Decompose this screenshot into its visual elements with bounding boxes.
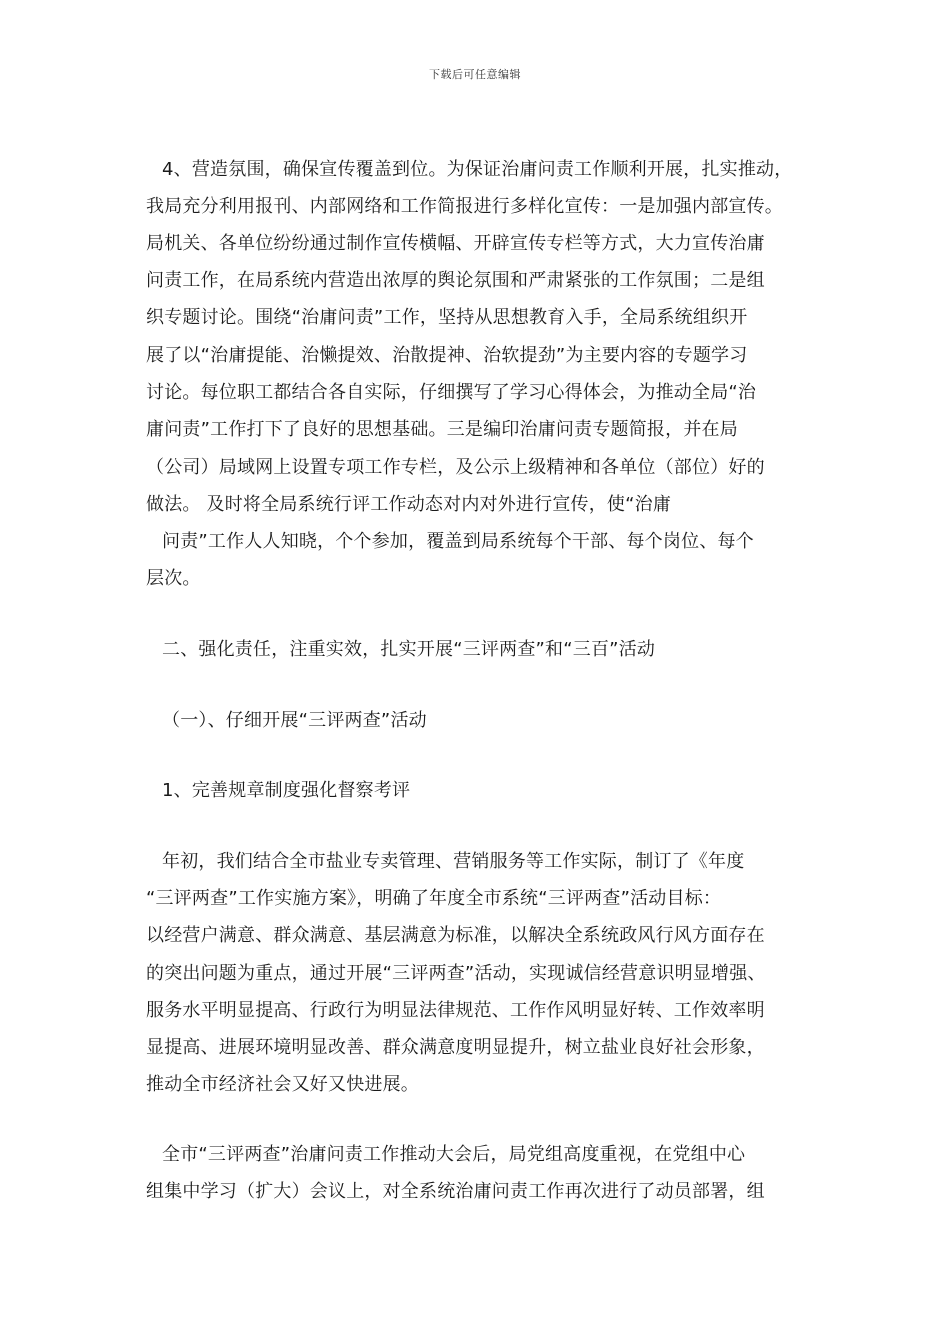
paragraph-line: 显提高、进展环境明显改善、群众满意度明显提升，树立盐业良好社会形象， [146, 1037, 765, 1058]
paragraph-line: 庸问责”工作打下了良好的思想基础。三是编印治庸问责专题简报，并在局 [146, 419, 738, 440]
paragraph-line: 问责”工作人人知晓，个个参加，覆盖到局系统每个干部、每个岗位、每个 [162, 531, 754, 552]
item-heading: 1、完善规章制度强化督察考评 [162, 780, 411, 801]
paragraph-line: 局机关、各单位纷纷通过制作宣传横幅、开辟宣传专栏等方式，大力宣传治庸 [146, 233, 765, 254]
paragraph-line: 讨论。每位职工都结合各自实际，仔细撰写了学习心得体会，为推动全局“治 [146, 382, 757, 403]
section-heading: 二、强化责任，注重实效，扎实开展“三评两查”和“三百”活动 [162, 639, 656, 660]
paragraph-line: 推动全市经济社会又好又快进展。 [146, 1074, 419, 1095]
paragraph-line: 做法。 及时将全局系统行评工作动态对内对外进行宣传，使“治庸 [146, 494, 672, 515]
paragraph-line: 的突出问题为重点，通过开展“三评两查”活动，实现诚信经营意识明显增强、 [146, 963, 766, 984]
paragraph-line: （公司）局域网上设置专项工作专栏，及公示上级精神和各单位（部位）好的 [146, 457, 765, 478]
page-header: 下载后可任意编辑 [429, 68, 521, 81]
paragraph-line: 展了以“治庸提能、治懒提效、治散提神、治软提劲”为主要内容的专题学习 [146, 345, 748, 366]
paragraph-line: 以经营户满意、群众满意、基层满意为标准，以解决全系统政风行风方面存在 [146, 925, 765, 946]
paragraph-line: 层次。 [146, 568, 201, 589]
paragraph-line: 全市“三评两查”治庸问责工作推动大会后，局党组高度重视，在党组中心 [162, 1144, 746, 1165]
paragraph-line: “三评两查”工作实施方案》，明确了年度全市系统“三评两查”活动目标： [146, 888, 722, 909]
paragraph-line: 年初，我们结合全市盐业专卖管理、营销服务等工作实际，制订了《年度 [162, 851, 745, 872]
paragraph-line: 4、营造氛围，确保宣传覆盖到位。为保证治庸问责工作顺利开展，扎实推动， [162, 159, 793, 180]
paragraph-line: 服务水平明显提高、行政行为明显法律规范、工作作风明显好转、工作效率明 [146, 1000, 765, 1021]
subsection-heading: （一）、仔细开展“三评两查”活动 [162, 710, 427, 731]
paragraph-line: 织专题讨论。围绕“治庸问责”工作，坚持从思想教育入手，全局系统组织开 [146, 307, 748, 328]
paragraph-line: 组集中学习（扩大）会议上，对全系统治庸问责工作再次进行了动员部署，组 [146, 1181, 765, 1202]
paragraph-line: 问责工作，在局系统内营造出浓厚的舆论氛围和严肃紧张的工作氛围；二是组 [146, 270, 765, 291]
paragraph-line: 我局充分利用报刊、内部网络和工作简报进行多样化宣传：一是加强内部宣传。 [146, 196, 783, 217]
